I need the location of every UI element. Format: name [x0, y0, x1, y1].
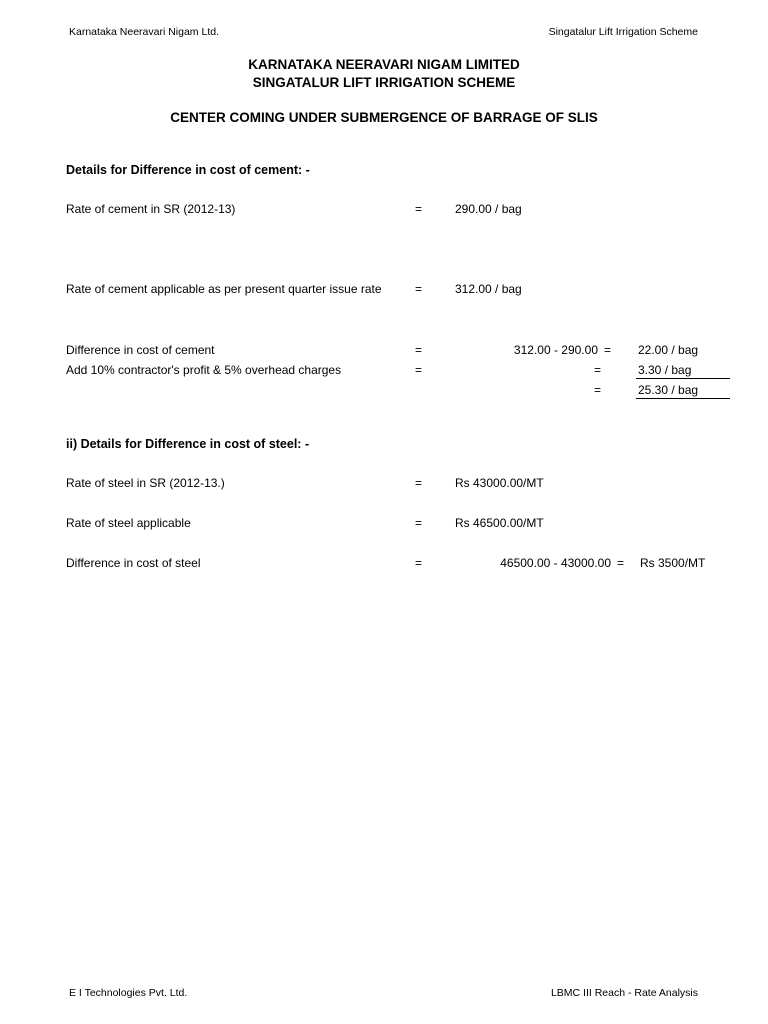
- title-line-1: KARNATAKA NEERAVARI NIGAM LIMITED: [248, 57, 520, 72]
- equals-sign: =: [415, 202, 423, 216]
- steel-rate-applicable-label: Rate of steel applicable: [66, 516, 191, 530]
- equals-sign: =: [415, 516, 423, 530]
- steel-rate-sr-value: Rs 43000.00/MT: [455, 476, 544, 490]
- cement-difference-label: Difference in cost of cement: [66, 343, 215, 357]
- cement-profit-value: 3.30 / bag: [636, 363, 730, 379]
- equals-sign: =: [415, 282, 423, 296]
- equals-sign: =: [415, 556, 423, 570]
- steel-difference-value: Rs 3500/MT: [640, 556, 706, 570]
- header-scheme: Singatalur Lift Irrigation Scheme: [548, 26, 698, 38]
- cement-total-value: 25.30 / bag: [636, 383, 730, 399]
- header-company: Karnataka Neeravari Nigam Ltd.: [69, 26, 219, 38]
- steel-rate-sr-label: Rate of steel in SR (2012-13.): [66, 476, 225, 490]
- cement-rate-applicable-label: Rate of cement applicable as per present quarter issue rate: [66, 282, 382, 296]
- cement-rate-sr-label: Rate of cement in SR (2012-13): [66, 202, 236, 216]
- steel-rate-applicable-value: Rs 46500.00/MT: [455, 516, 544, 530]
- steel-difference-label: Difference in cost of steel: [66, 556, 201, 570]
- steel-difference-expression: 46500.00 - 43000.00: [500, 556, 611, 570]
- equals-sign: =: [415, 343, 423, 357]
- footer-document: LBMC III Reach - Rate Analysis: [550, 987, 698, 999]
- footer-company: E I Technologies Pvt. Ltd.: [69, 987, 188, 999]
- equals-sign: =: [617, 556, 625, 570]
- cement-profit-label: Add 10% contractor's profit & 5% overhead charges: [66, 363, 342, 377]
- title-line-2: SINGATALUR LIFT IRRIGATION SCHEME: [252, 75, 516, 90]
- equals-sign: =: [594, 383, 602, 397]
- equals-sign: =: [415, 363, 423, 377]
- equals-sign: =: [415, 476, 423, 490]
- page-title: CENTER COMING UNDER SUBMERGENCE OF BARRAGE OF SLIS: [170, 110, 598, 125]
- steel-section-heading: ii) Details for Difference in cost of steel: -: [66, 437, 310, 451]
- cement-section-heading: Details for Difference in cost of cement: -: [66, 163, 310, 177]
- cement-rate-sr-value: 290.00 / bag: [455, 202, 522, 216]
- cement-rate-applicable-value: 312.00 / bag: [455, 282, 522, 296]
- cement-difference-expression: 312.00 - 290.00: [513, 343, 598, 357]
- cement-difference-value: 22.00 / bag: [638, 343, 699, 357]
- equals-sign: =: [604, 343, 612, 357]
- equals-sign: =: [594, 363, 602, 377]
